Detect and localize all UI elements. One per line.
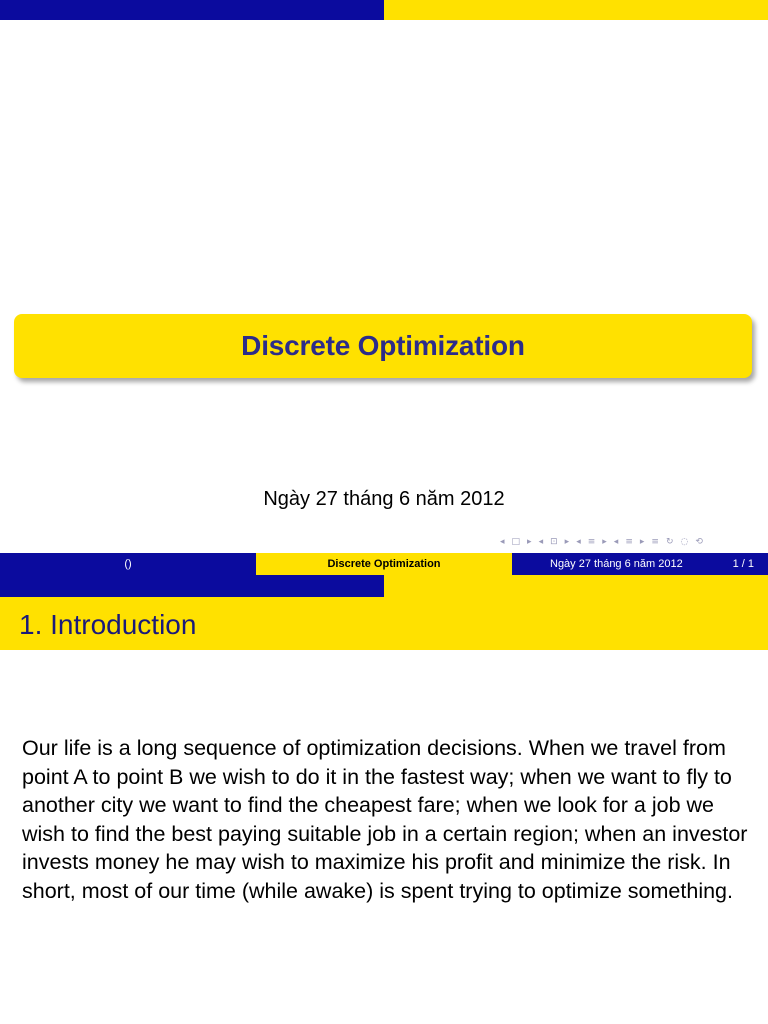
nav-appendix-icon[interactable]: ≡ bbox=[651, 537, 659, 547]
footer-author-text: () bbox=[124, 558, 132, 570]
nav-forward-icon[interactable]: ⟲ bbox=[695, 537, 703, 547]
nav-subsection-icon[interactable]: ⊡ bbox=[550, 537, 558, 547]
footer-bar bbox=[0, 553, 768, 575]
footer-title bbox=[256, 553, 512, 575]
slide-title: Discrete Optimization bbox=[241, 330, 525, 361]
nav-document-icon[interactable]: ≡ bbox=[625, 537, 633, 547]
slide1-headline-bar-right bbox=[384, 0, 768, 20]
footer-title-text: Discrete Optimization bbox=[327, 558, 441, 570]
nav-right-arrow-icon[interactable]: ▸ bbox=[639, 537, 645, 547]
nav-left-arrow-icon[interactable]: ◂ bbox=[576, 537, 581, 547]
nav-right-arrow-icon[interactable]: ▸ bbox=[527, 537, 532, 547]
slide1-headline-bar-left bbox=[0, 0, 384, 20]
slide-date: Ngày 27 tháng 6 năm 2012 bbox=[263, 488, 505, 510]
nav-left-arrow-icon[interactable]: ◂ bbox=[500, 537, 505, 547]
nav-frame-icon[interactable]: □ bbox=[511, 537, 521, 547]
nav-right-arrow-icon[interactable]: ▸ bbox=[602, 537, 607, 547]
slide2-headline-bar-left bbox=[0, 575, 384, 597]
footer-page-number: 1 / 1 bbox=[732, 558, 754, 570]
nav-right-arrow-icon[interactable]: ▸ bbox=[564, 537, 570, 547]
body-paragraph: Our life is a long sequence of optimization decisions. When we travel from point A to point B we wish to do it in the fastest way; when we want to fly to another city we want to find the cheapest fare; when we look for a job we wish to find the best paying suitable job in a certain region; when an investor invests money he may wish to maximize his profit and minimize the risk. In short, most of our time (while awake) is spent trying to optimize something. bbox=[22, 736, 748, 903]
nav-search-icon[interactable]: ◌ bbox=[680, 537, 689, 547]
footer-author bbox=[0, 553, 256, 575]
slide2-headline-bar-right bbox=[384, 575, 768, 597]
nav-left-arrow-icon[interactable]: ◂ bbox=[538, 537, 544, 547]
footer-info bbox=[512, 553, 768, 575]
title-box bbox=[14, 314, 752, 378]
nav-section-icon[interactable]: ≡ bbox=[587, 537, 596, 547]
nav-left-arrow-icon[interactable]: ◂ bbox=[613, 537, 619, 547]
footer-date: Ngày 27 tháng 6 năm 2012 bbox=[550, 558, 683, 570]
navigation-symbols bbox=[500, 535, 703, 549]
frame-title: 1. Introduction bbox=[19, 609, 197, 640]
nav-back-icon[interactable]: ↻ bbox=[665, 537, 674, 547]
